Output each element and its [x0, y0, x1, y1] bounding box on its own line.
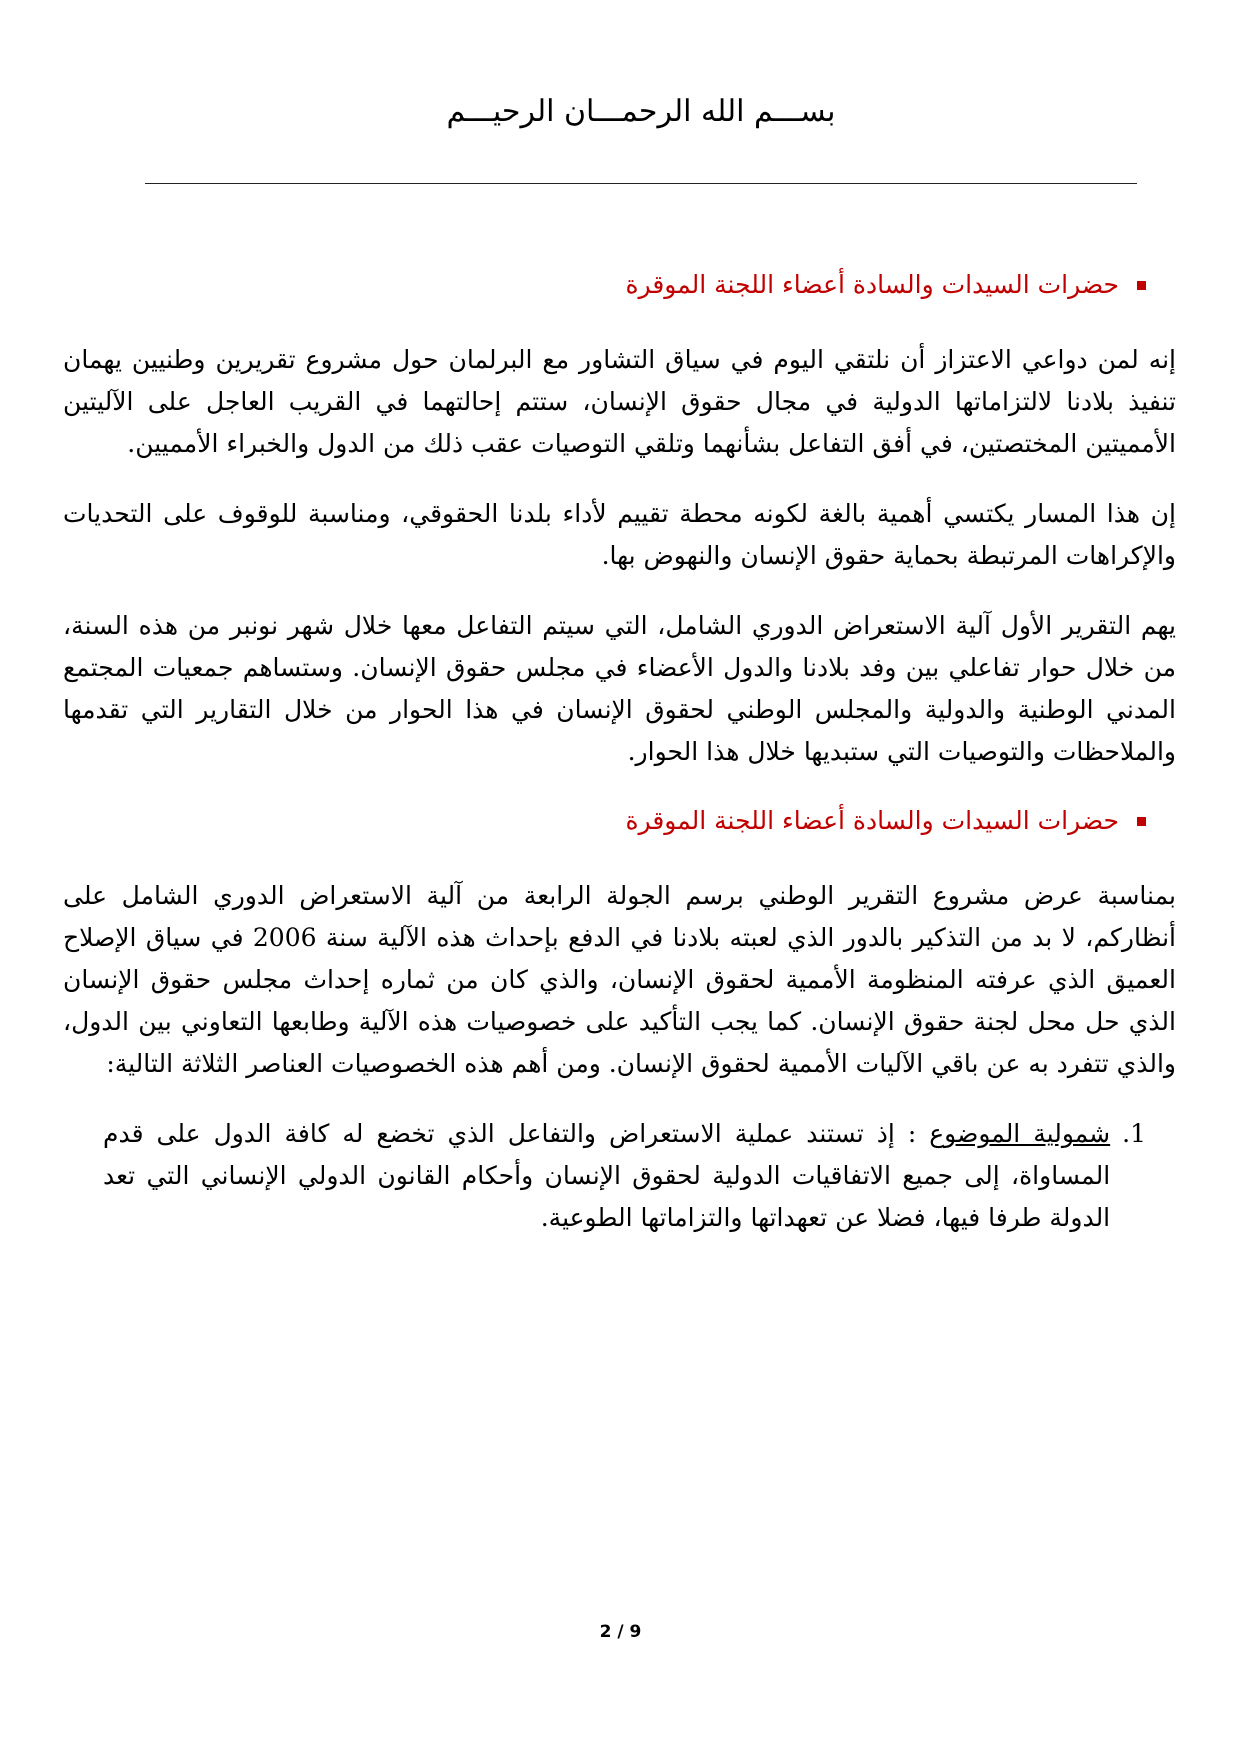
section-heading	[63, 265, 1176, 305]
page-number: 2 / 9	[599, 1622, 642, 1642]
list-item-text: : إذ تستند عملية الاستعراض والتفاعل الذي تخضع له كافة الدول على قدم المساواة، إلى جميع الاتفاقيات الدولية لحقوق الإنسان وأحكام القانون الدولي الإنساني التي تعد الدولة طرفا فيها، فضلا عن تعهداتها والتزاماتها الطوعية.	[103, 1119, 1111, 1232]
list-item-number: 1.	[1122, 1119, 1146, 1148]
header-divider	[145, 183, 1137, 184]
square-bullet-icon	[1137, 281, 1146, 290]
numbered-list	[63, 1113, 1176, 1239]
square-bullet-icon	[1137, 817, 1146, 826]
page-header-basmala: بســـم الله الرحمـــان الرحيـــم	[446, 94, 836, 129]
paragraph: بمناسبة عرض مشروع التقرير الوطني برسم الجولة الرابعة من آلية الاستعراض الدوري الشامل على أنظاركم، لا بد من التذكير بالدور الذي لعبته بلادنا في الدفع بإحداث هذه الآلية سنة 2006 في سياق الإصلاح العميق الذي عرفته المنظومة الأممية لحقوق الإنسان، والذي كان من ثماره إحداث مجلس حقوق الإنسان الذي حل محل لجنة حقوق الإنسان. كما يجب التأكيد على خصوصيات هذه الآلية وطابعها التعاوني بين الدول، والذي تتفرد به عن باقي الآليات الأممية لحقوق الإنسان. ومن أهم هذه الخصوصيات العناصر الثلاثة التالية:	[63, 881, 1176, 1078]
paragraph: إنه لمن دواعي الاعتزاز أن نلتقي اليوم في سياق التشاور مع البرلمان حول مشروع تقريرين وطنيين يهمان تنفيذ بلادنا لالتزاماتها الدولية في مجال حقوق الإنسان، ستتم إحالتهما في القريب العاجل على الآليتين الأمميتين المختصتين، في أفق التفاعل بشأنهما وتلقي التوصيات عقب ذلك من الدول والخبراء الأمميين.	[63, 345, 1176, 458]
list-item-body	[103, 1113, 1110, 1239]
section-heading	[63, 801, 1176, 841]
list-item	[103, 1113, 1146, 1239]
section-heading-text: حضرات السيدات والسادة أعضاء اللجنة الموقرة	[625, 806, 1119, 835]
list-item-term: شمولية الموضوع	[929, 1119, 1111, 1148]
section-heading-text: حضرات السيدات والسادة أعضاء اللجنة الموقرة	[625, 270, 1119, 299]
paragraph: يهم التقرير الأول آلية الاستعراض الدوري الشامل، التي سيتم التفاعل معها خلال شهر نونبر من هذه السنة، من خلال حوار تفاعلي بين وفد بلادنا والدول الأعضاء في مجلس حقوق الإنسان. وستساهم جمعيات المجتمع المدني الوطنية والدولية والمجلس الوطني لحقوق الإنسان في هذا الحوار من خلال التقارير التي تقدمها والملاحظات والتوصيات التي ستبديها خلال هذا الحوار.	[63, 611, 1176, 766]
document-body	[63, 265, 1176, 1239]
paragraph: إن هذا المسار يكتسي أهمية بالغة لكونه محطة تقييم لأداء بلدنا الحقوقي، ومناسبة للوقوف على التحديات والإكراهات المرتبطة بحماية حقوق الإنسان والنهوض بها.	[63, 499, 1176, 570]
